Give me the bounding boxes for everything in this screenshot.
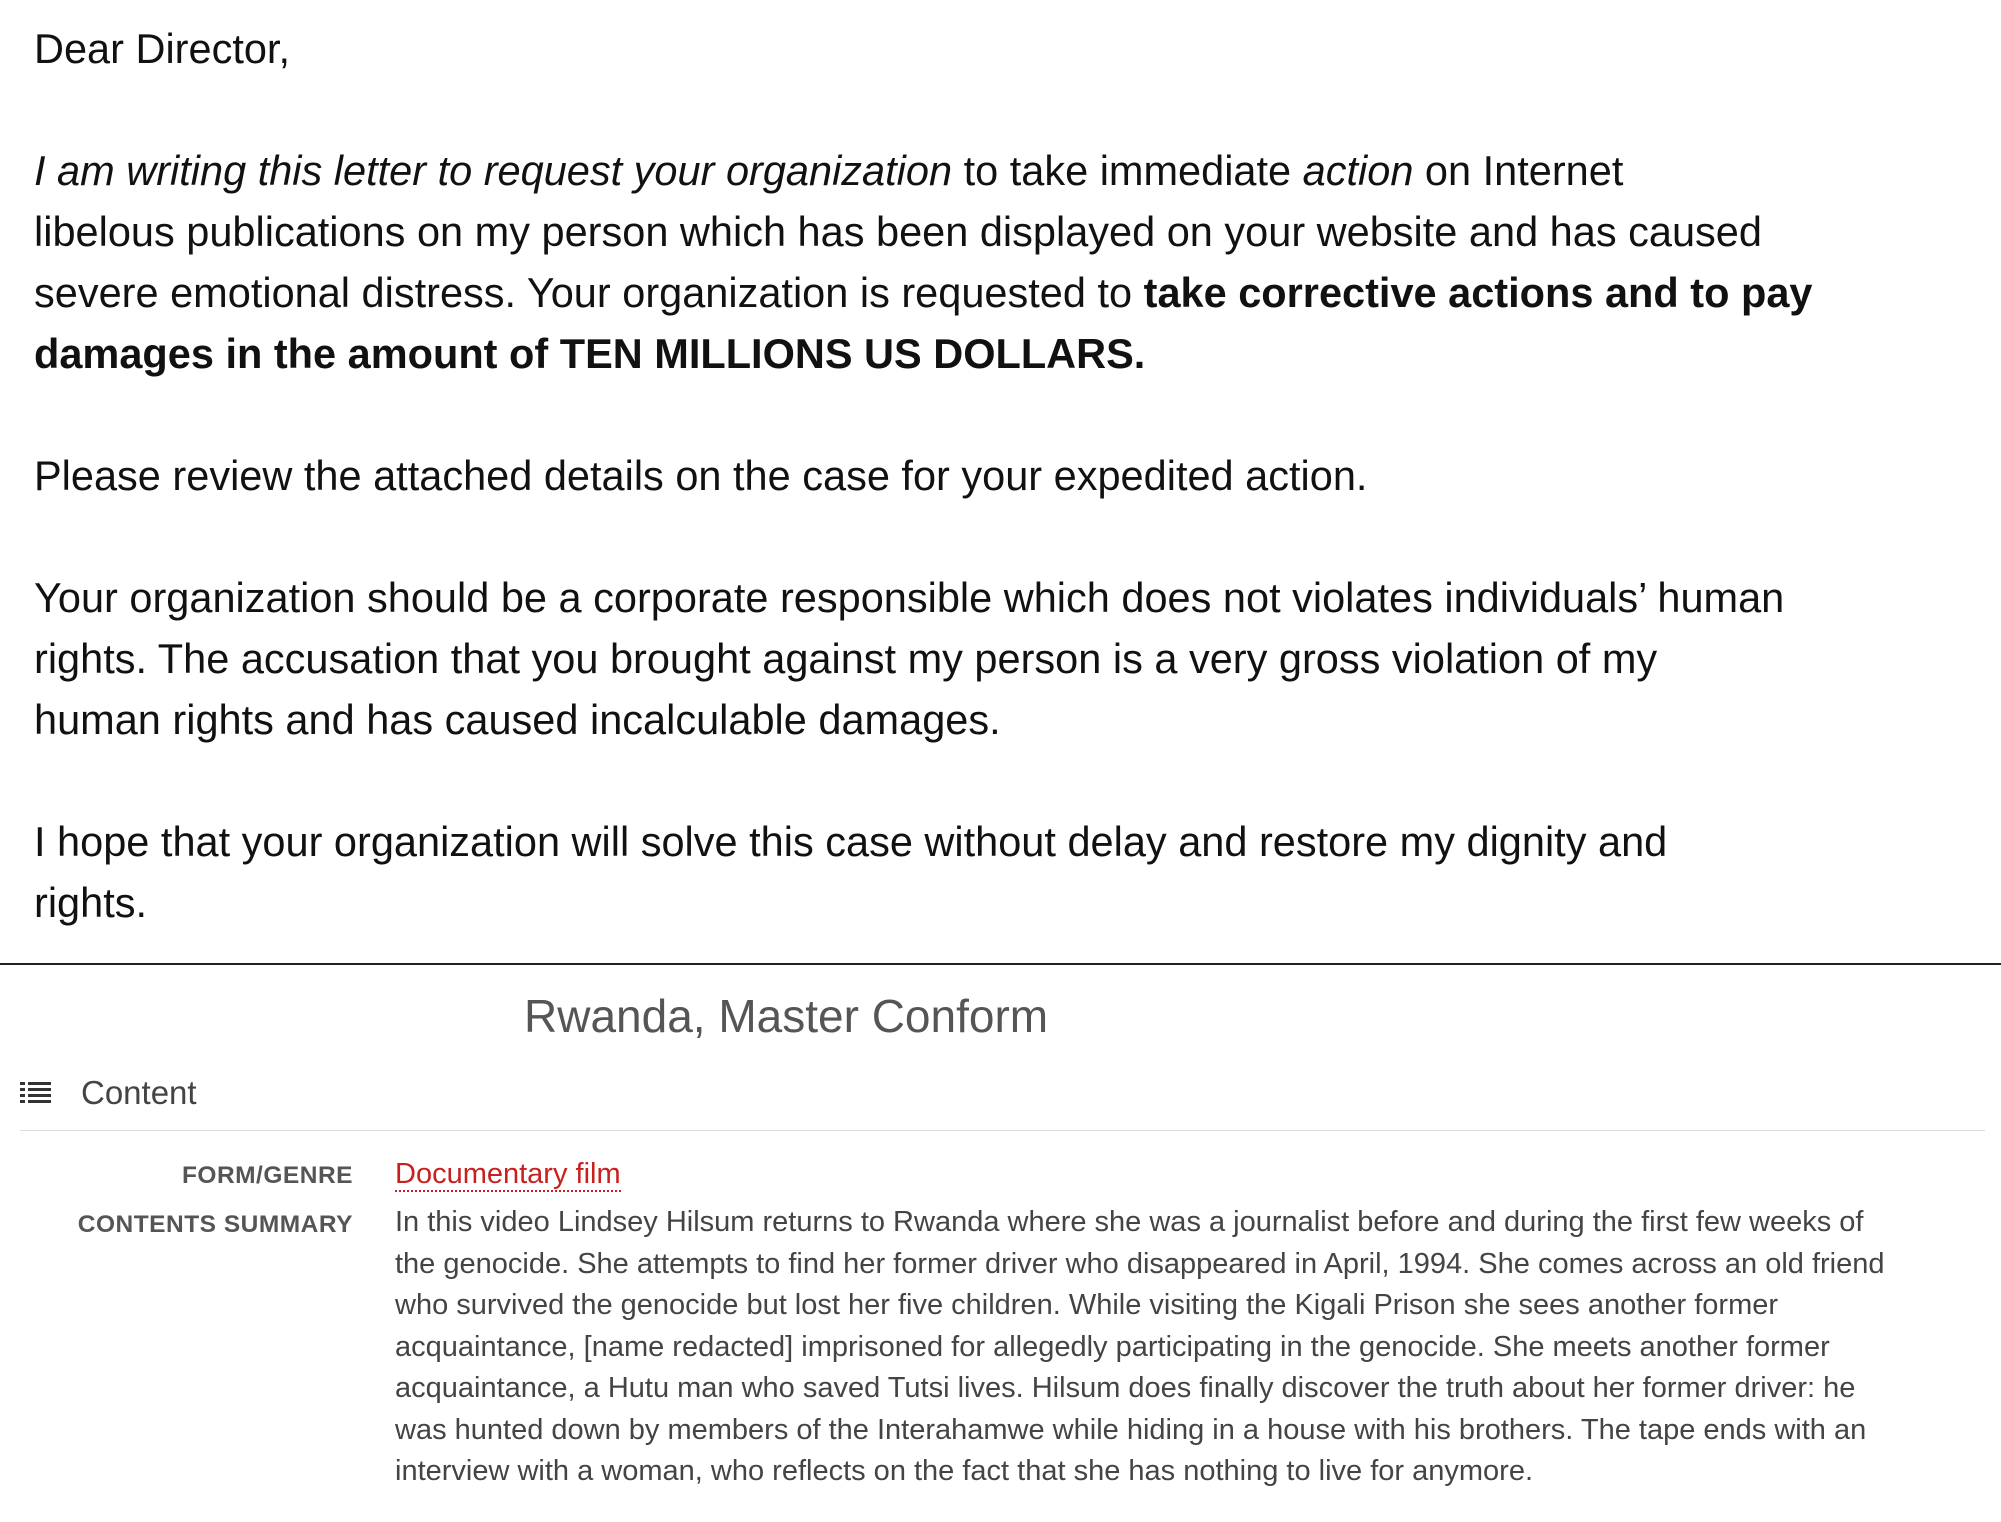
bold-demand: damages in the amount of TEN MILLIONS US DOLLARS. — [34, 330, 1146, 377]
content-section-header[interactable] — [20, 1066, 197, 1120]
letter-paragraph-review: Please review the attached details on the case for your expedited action. — [34, 452, 1368, 499]
letter-line: human rights and has caused incalculable damages. — [34, 696, 1001, 743]
bold-demand: take corrective actions and to pay — [1143, 269, 1813, 316]
contents-summary-label: CONTENTS SUMMARY — [77, 1211, 353, 1238]
letter-line — [34, 262, 1984, 323]
letter-line: libelous publications on my person which has been displayed on your website and has caused — [34, 208, 1762, 255]
form-genre-label: FORM/GENRE — [181, 1162, 353, 1189]
letter-paragraph-rights — [34, 567, 1984, 750]
summary-line: interview with a woman, who reflects on the fact that she has nothing to live for anymore. — [395, 1455, 1534, 1487]
text: to take immediate — [952, 147, 1303, 194]
letter — [34, 18, 1984, 933]
letter-salutation: Dear Director, — [34, 25, 290, 72]
summary-line: who survived the genocide but lost her five children. While visiting the Kigali Prison she sees another former — [395, 1289, 1779, 1321]
contents-summary-value — [395, 1202, 1885, 1493]
catalog-record — [0, 966, 2001, 1522]
divider — [0, 963, 2001, 965]
section-label: Content — [81, 1074, 197, 1111]
section-divider — [20, 1130, 1985, 1131]
letter-paragraph-hope — [34, 811, 1984, 933]
summary-line: was hunted down by members of the Interahamwe while hiding in a house with his brothers. The tape ends with an — [395, 1413, 1867, 1446]
catalog-title: Rwanda, Master Conform — [524, 990, 1049, 1042]
letter-line: Your organization should be a corporate responsible which does not violates individuals’ human — [34, 574, 1785, 621]
letter-line: rights. — [34, 879, 148, 926]
letter-line — [34, 323, 1984, 384]
summary-line: the genocide. She attempts to find her former driver who disappeared in April, 1994. She comes across an old friend — [395, 1247, 1885, 1280]
summary-line: acquaintance, a Hutu man who saved Tutsi lives. Hilsum does finally discover the truth about her former driver: he — [395, 1372, 1856, 1404]
text: severe emotional distress. Your organization is requested to — [34, 269, 1144, 316]
letter-paragraph-request — [34, 140, 1984, 384]
letter-line: rights. The accusation that you brought against my person is a very gross violation of my — [34, 635, 1658, 682]
list-icon — [20, 1081, 51, 1105]
summary-line: acquaintance, [name redacted] imprisoned for allegedly participating in the genocide. She meets another former — [395, 1330, 1830, 1363]
letter-line: I hope that your organization will solve this case without delay and restore my dignity and — [34, 818, 1668, 865]
italic-text: action — [1302, 147, 1414, 194]
form-genre-link[interactable]: Documentary film — [395, 1158, 621, 1190]
summary-line: In this video Lindsey Hilsum returns to Rwanda where she was a journalist before and during the first few weeks of — [395, 1206, 1864, 1238]
text: on Internet — [1413, 147, 1624, 194]
italic-text: I am writing this letter to request your organization — [34, 147, 953, 194]
letter-line — [34, 140, 1984, 201]
form-genre-value — [395, 1154, 621, 1196]
